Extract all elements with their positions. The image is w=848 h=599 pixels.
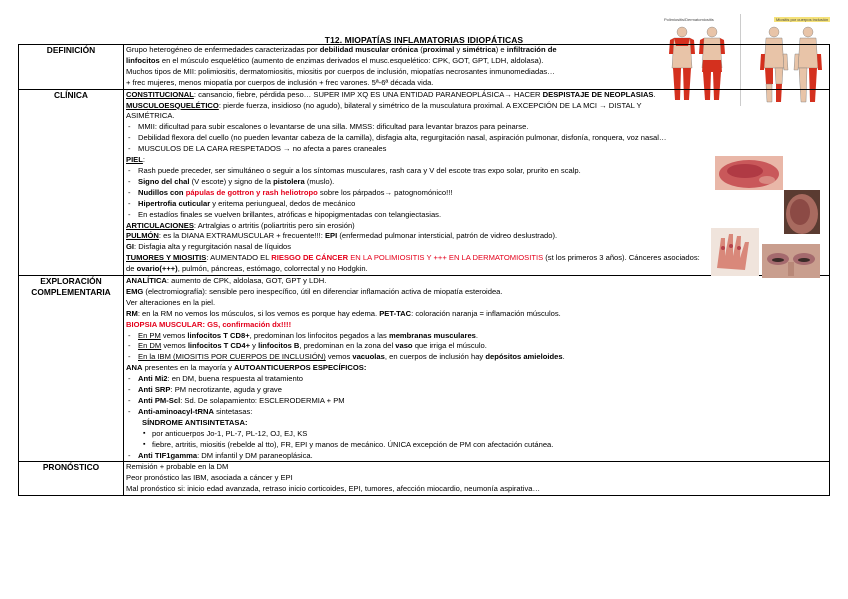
list-item: - Debilidad flexora del cuello (no pueden levantar cabeza de la camilla), disfagia alta, regurgitación nasal, aspiración pulmonar, disfonía, ronquera, voz nasal… (126, 133, 827, 144)
list-item: - Signo del chal (V escote) y signo de la pistolera (muslo). (126, 177, 827, 188)
list-item: - En PM vemos linfocitos T CD8+, predominan los linfocitos pegados a las membranas musculares. (126, 331, 827, 342)
list-item: - MMII: dificultad para subir escalones o levantarse de una silla. MMSS: dificultad para levantar brazos para peinarse. (126, 122, 827, 133)
skin-rash-photo (715, 156, 783, 190)
text-line: TUMORES Y MIOSITIS: AUMENTADO EL RIESGO DE CÁNCER EN LA POLIMIOSITIS Y +++ EN LA DERMATOMIOSITIS (st los primeros 3 años). Cánceres asociados: (126, 253, 700, 263)
figure-caption-right: Miositis por cuerpos inclusión (776, 17, 829, 22)
list-item: ▪ fiebre, artritis, miositis (rebelde al tto), FR, EPI y manos de mecánico. ÚNICA excepción de PM con afectación cutánea. (126, 440, 827, 451)
list-item: - Anti PM-Scl: Sd. De solapamiento: ESCLERODERMIA + PM (126, 396, 827, 407)
text-line: Ver alteraciones en la piel. (126, 297, 216, 307)
summary-table (18, 44, 830, 496)
label-clinica: CLÍNICA (19, 89, 124, 275)
text-line: RM: en la RM no vemos los músculos, si los vemos es porque hay edema. PET-TAC: coloración naranja = inflamación músculos. (126, 308, 561, 318)
row-pronostico (19, 462, 830, 496)
label-definicion: DEFINICIÓN (19, 45, 124, 90)
row-clinica (19, 89, 830, 275)
content-definicion (124, 45, 830, 90)
list-item: - En DM vemos linfocitos T CD4+ y linfocitos B, predominan en la zona del vaso que irriga el músculo. (126, 341, 827, 352)
content-clinica (124, 89, 830, 275)
label-exploracion: EXPLORACIÓN COMPLEMENTARIA (19, 276, 124, 462)
thigh-rash-photo (784, 190, 820, 234)
list-item: - Anti SRP: PM necrotizante, aguda y grave (126, 385, 827, 396)
list-item: - Anti Mi2: en DM, buena respuesta al tratamiento (126, 374, 827, 385)
list-item: - En la IBM (MIOSITIS POR CUERPOS DE INCLUSIÓN) vemos vacuolas, en cuerpos de inclusión hay depósitos amieloides. (126, 352, 827, 363)
hand-gottron-photo (711, 228, 759, 276)
list-item: - MUSCULOS DE LA CARA RESPETADOS → no afecta a pares craneales (126, 144, 827, 155)
text-line: PULMÓN: es la DIANA EXTRAMUSCULAR + frecuente!!!: EPI (enfermedad pulmonar intersticial, patrón de vidreo deslustrado). (126, 231, 558, 241)
row-definicion (19, 45, 830, 90)
text-line: BIOPSIA MUSCULAR: GS, confirmación dx!!!! (126, 319, 292, 329)
heliotrope-face-photo (762, 244, 820, 278)
text-line: ARTICULACIONES: Artralgias o artritis (poliartritis pero sin erosión) (126, 220, 355, 230)
text-line: EMG (electromiografía): sensible pero inespecífico, útil en diferenciar inflamación activa de miopatía esteroidea. (126, 286, 503, 296)
text-line: Remisión + probable en la DM (126, 462, 229, 472)
figure-caption-left: Polimiositis/Dermatomiositis (664, 17, 714, 22)
text-line: + frec mujeres, menos miopatía por cuerpos de inclusión + frec varones. 5ª-6ª década vida. (126, 77, 434, 87)
list-item: - Rash puede preceder, ser simultáneo o seguir a los síntomas musculares, rash cara y V del escote tras expo solar, prurito en scalp. (126, 166, 827, 177)
text-line: PIEL: (126, 155, 146, 165)
text-line: Muchos tipos de MII: polimiositis, dermatomiositis, miositis por cuerpos de inclusión, miopatías necrosantes inmunomediadas… (126, 66, 555, 76)
text-line: CONSTITUCIONAL: cansancio, fiebre, pérdida peso… SUPER IMP XQ ES UNA ENTIDAD PARANEOPLÁSICA→ HACER DESPISTAJE DE NEOPLASIAS. (126, 89, 656, 99)
list-item: - En estadíos finales se vuelven brillantes, atróficas e hipopigmentadas con telangiectasias. (126, 210, 827, 221)
text-line: linfocitos en el músculo esquelético (aumento de enzimas derivados el musc.esquelético: CPK, GOT, GPT, LDH, aldolasa). (126, 55, 544, 65)
text-line: MUSCULOESQUELÉTICO: pierde fuerza, insidioso (no agudo), bilateral y simétrico de la musculatura proximal. A EXCEPCIÓN DE LA MCI → DISTAL Y (126, 100, 642, 110)
content-exploracion (124, 276, 830, 462)
list-item: ▪ por anticuerpos Jo-1, PL-7, PL-12, OJ, EJ, KS (126, 429, 827, 440)
content-pronostico (124, 462, 830, 496)
text-line: ANALÍTICA: aumento de CPK, aldolasa, GOT, GPT y LDH. (126, 276, 327, 286)
text-line: ANA presentes en la mayoría y AUTOANTICUERPOS ESPECÍFICOS: (126, 363, 367, 373)
text-line: Mal pronóstico si: inicio edad avanzada, retraso inicio corticoides, EPI, tumores, afección miocardio, neumonía aspirativa… (126, 484, 541, 494)
text-line: de ovario(+++), pulmón, páncreas, estómago, colorrectal y no Hodgkin. (126, 264, 368, 274)
text-line: GI: Disfagia alta y regurgitación nasal de líquidos (126, 242, 292, 252)
text-line: Grupo heterogéneo de enfermedades caracterizadas por debilidad muscular crónica (proximal y simétrica) e infiltración de (126, 45, 557, 54)
list-item: - Nudillos con pápulas de gottron y rash heliotropo sobre los párpados→ patognomónico!!! (126, 188, 827, 199)
text-line: ASIMÉTRICA. (126, 111, 175, 121)
label-pronostico: PRONÓSTICO (19, 462, 124, 496)
page-title: T12. MIOPATÍAS INFLAMATORIAS IDIOPÁTICAS (324, 35, 524, 45)
row-exploracion (19, 276, 830, 462)
list-item: - Hipertrofia cuticular y eritema periungueal, dedos de mecánico (126, 199, 827, 210)
text-line: Peor pronóstico las IBM, asociada a cáncer y EPI (126, 473, 293, 483)
list-item: - Anti TIF1gamma: DM infantil y DM paraneoplásica. (126, 451, 827, 462)
list-item: - Anti-aminoacyl-tRNA sintetasas: (126, 407, 827, 418)
text-line: SÍNDROME ANTISINTETASA: (142, 417, 248, 427)
